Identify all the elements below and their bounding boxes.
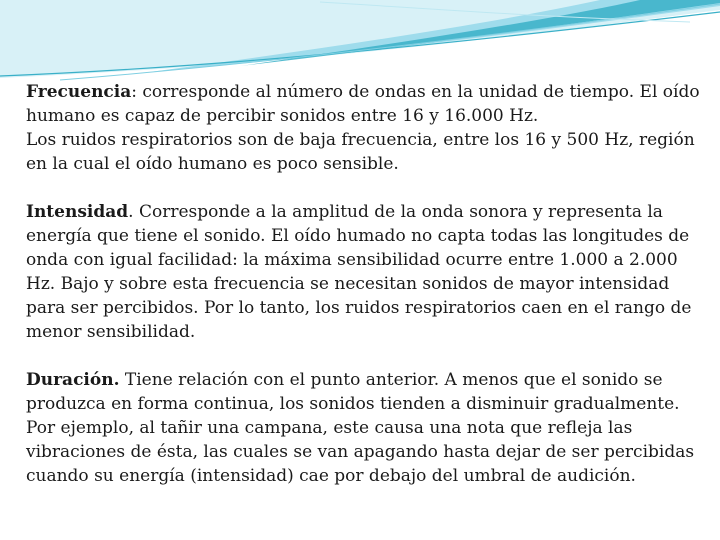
paragraph-line — [26, 200, 710, 344]
paragraph-line — [26, 368, 710, 488]
term-intensidad: Intensidad — [26, 202, 129, 222]
paragraph-duracion — [26, 368, 710, 488]
paragraph-intensidad — [26, 200, 710, 344]
term-frecuencia: Frecuencia — [26, 82, 132, 102]
paragraph-line — [26, 80, 710, 128]
wave-header-decoration — [0, 0, 720, 90]
slide-content — [26, 80, 710, 512]
paragraph-text: . Corresponde a la amplitud de la onda sonora y representa la energía que tiene el sonido. El oído humado no capta todas las longitudes de onda con igual facilidad: la máxima sensibilidad ocurre entre 1.000 a 2.000 Hz. Bajo y sobre esta frecuencia se necesitan sonidos de mayor intensidad para ser percibidos. Por lo tanto, los ruidos respiratorios caen en el rango de menor sensibilidad. — [26, 202, 692, 342]
paragraph-text: : corresponde al número de ondas en la unidad de tiempo. El oído humano es capaz de percibir sonidos entre 16 y 16.000 Hz. — [26, 82, 700, 126]
term-duracion: Duración. — [26, 370, 120, 390]
paragraph-frecuencia — [26, 80, 710, 176]
paragraph-text: Tiene relación con el punto anterior. A menos que el sonido se produzca en forma continua, los sonidos tienden a disminuir gradualmente. Por ejemplo, al tañir una campana, este causa una nota que refleja las vibraciones de ésta, las cuales se van apagando hasta dejar de ser percibidas cuando su energía (intensidad) cae por debajo del umbral de audición. — [26, 370, 695, 486]
paragraph-line: Los ruidos respiratorios son de baja frecuencia, entre los 16 y 500 Hz, región en la cual el oído humano es poco sensible. — [26, 130, 695, 174]
